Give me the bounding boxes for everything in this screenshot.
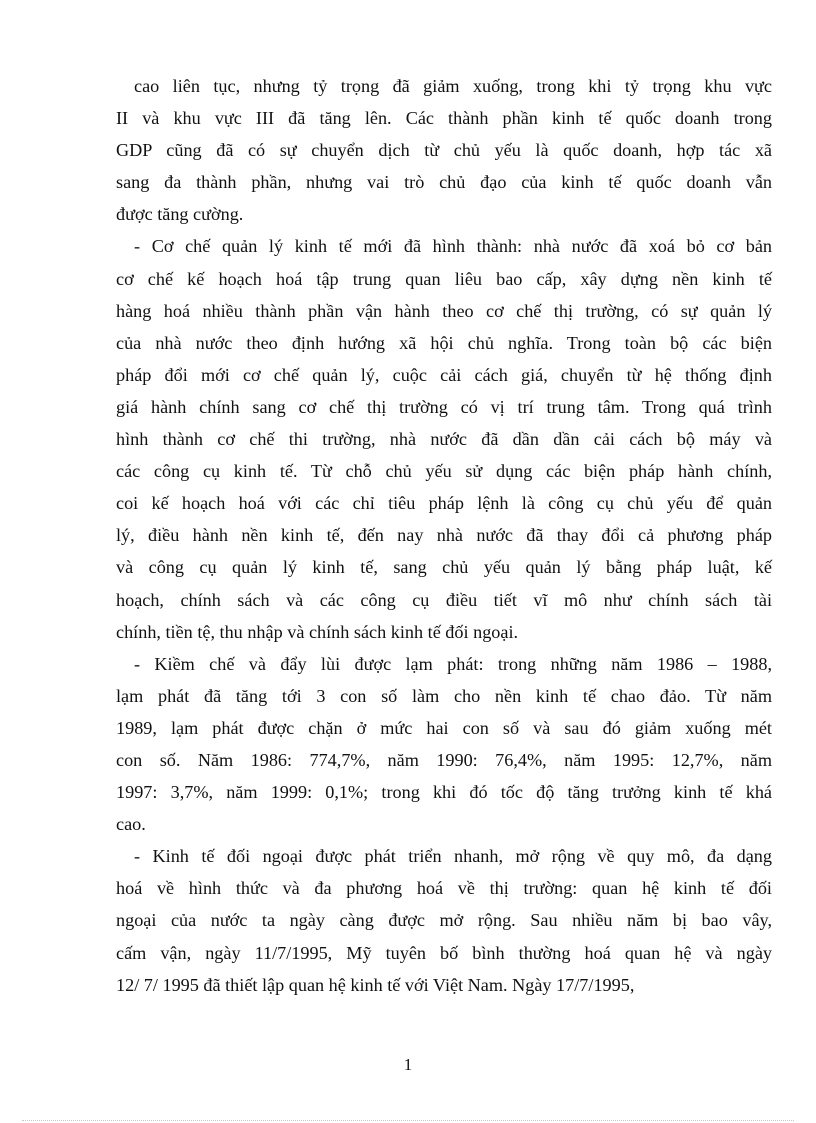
paragraph-gdp-structure <box>116 70 772 230</box>
text-line: con số. Năm 1986: 774,7%, năm 1990: 76,4%, năm 1995: 12,7%, năm <box>116 749 772 770</box>
text-line: - Kinh tế đối ngoại được phát triển nhanh, mở rộng về quy mô, đa dạng <box>134 846 772 867</box>
text-line: - Cơ chế quản lý kinh tế mới đã hình thành: nhà nước đã xoá bỏ cơ bản <box>134 236 772 257</box>
text-line: pháp đổi mới cơ chế quản lý, cuộc cải cách giá, chuyển từ hệ thống định <box>116 364 772 385</box>
text-line: GDP cũng đã có sự chuyển dịch từ chủ yếu là quốc doanh, hợp tác xã <box>116 140 772 161</box>
text-line: của nhà nước theo định hướng xã hội chủ nghĩa. Trong toàn bộ các biện <box>116 332 772 353</box>
text-line: 1997: 3,7%, năm 1999: 0,1%; trong khi đó tốc độ tăng trưởng kinh tế khá <box>116 782 772 803</box>
text-line: các công cụ kinh tế. Từ chỗ chủ yếu sử dụng các biện pháp hành chính, <box>116 461 772 482</box>
page-bottom-divider <box>22 1120 794 1121</box>
text-line: 12/ 7/ 1995 đã thiết lập quan hệ kinh tế với Việt Nam. Ngày 17/7/1995, <box>116 974 635 995</box>
paragraph-economic-mechanism <box>116 230 772 647</box>
text-line: hình thành cơ chế thi trường, nhà nước đã dần dần cải cách bộ máy và <box>116 429 772 450</box>
text-line: ngoại của nước ta ngày càng được mở rộng. Sau nhiều năm bị bao vây, <box>116 910 772 931</box>
text-line: được tăng cường. <box>116 204 244 225</box>
text-line: hoá về hình thức và đa phương hoá về thị trường: quan hệ kinh tế đối <box>116 878 772 899</box>
paragraph-foreign-economy <box>116 840 772 1000</box>
text-line: chính, tiền tệ, thu nhập và chính sách kinh tế đối ngoại. <box>116 621 519 642</box>
document-body <box>116 70 772 1001</box>
text-line: hoạch, chính sách và các công cụ điều tiết vĩ mô như chính sách tài <box>116 589 772 610</box>
text-line: coi kế hoạch hoá với các chỉ tiêu pháp lệnh là công cụ chủ yếu để quản <box>116 493 772 514</box>
text-line: giá hành chính sang cơ chế thị trường có vị trí trung tâm. Trong quá trình <box>116 396 772 417</box>
paragraph-inflation <box>116 648 772 841</box>
text-line: cao liên tục, nhưng tỷ trọng đã giảm xuống, trong khi tỷ trọng khu vực <box>134 76 772 96</box>
text-line: cơ chế kế hoạch hoá tập trung quan liêu bao cấp, xây dựng nền kinh tế <box>116 268 772 289</box>
text-line: - Kiềm chế và đẩy lùi được lạm phát: trong những năm 1986 – 1988, <box>134 653 772 674</box>
text-line: II và khu vực III đã tăng lên. Các thành phần kinh tế quốc doanh trong <box>116 108 772 129</box>
text-line: cao. <box>116 814 146 835</box>
text-line: 1989, lạm phát được chặn ở mức hai con số và sau đó giảm xuống mét <box>116 717 772 738</box>
page-number: 1 <box>403 1055 413 1074</box>
text-line: lạm phát đã tăng tới 3 con số làm cho nền kinh tế chao đảo. Từ năm <box>116 685 772 706</box>
text-line: lý, điều hành nền kinh tế, đến nay nhà nước đã thay đổi cả phương pháp <box>116 525 772 546</box>
text-line: sang đa thành phần, nhưng vai trò chủ đạo của kinh tế quốc doanh vẫn <box>116 172 772 193</box>
text-line: hàng hoá nhiều thành phần vận hành theo cơ chế thị trường, có sự quản lý <box>116 300 772 321</box>
text-line: và công cụ quản lý kinh tế, sang chủ yếu quản lý bằng pháp luật, kế <box>116 557 772 578</box>
text-line: cấm vận, ngày 11/7/1995, Mỹ tuyên bố bình thường hoá quan hệ và ngày <box>116 942 772 963</box>
